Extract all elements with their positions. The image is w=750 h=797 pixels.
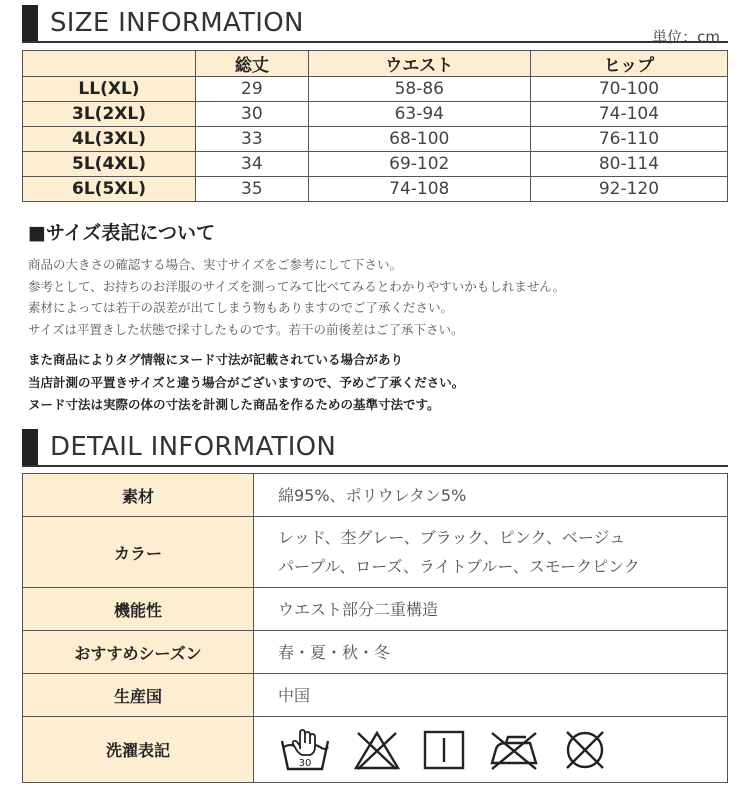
detail-value — [254, 474, 728, 517]
detail-label: 生産国 — [23, 674, 254, 717]
header-bar — [22, 5, 38, 41]
detail-value — [254, 674, 728, 717]
length-value: 29 — [196, 77, 309, 102]
note-line: 商品の大きさの確認する場合、実寸サイズをご参考にして下さい。 — [28, 257, 403, 272]
waist-value: 68-100 — [308, 127, 530, 152]
detail-label: 洗濯表記 — [23, 717, 254, 783]
size-notes — [28, 254, 565, 340]
note-bold-line: 当店計測の平置きサイズと違う場合がございますので、予めご了承ください。 — [28, 374, 465, 390]
detail-label: 機能性 — [23, 588, 254, 631]
no-dry-clean-icon — [562, 728, 608, 772]
size-header-hip: ヒップ — [530, 51, 727, 77]
line-dry-icon — [422, 729, 466, 771]
detail-table — [22, 473, 728, 783]
nude-size-notes — [28, 349, 464, 417]
size-header-underline — [22, 41, 728, 43]
detail-header-underline — [22, 465, 728, 467]
size-label: 4L(3XL) — [23, 127, 196, 152]
value-line: ウエスト部分二重構造 — [278, 599, 439, 619]
size-section-header — [22, 5, 304, 41]
value-line: 中国 — [278, 685, 311, 705]
size-header-length: 総丈 — [196, 51, 309, 77]
table-row — [23, 177, 728, 202]
table-row — [23, 77, 728, 102]
value-line: レッド、杢グレー、ブラック、ピンク、ベージュ — [278, 528, 626, 547]
note-bold-line: ヌード寸法は実際の体の寸法を計測した商品を作るための基準寸法です。 — [28, 397, 440, 412]
no-iron-icon — [486, 729, 542, 771]
detail-label: おすすめシーズン — [23, 631, 254, 674]
length-value: 33 — [196, 127, 309, 152]
note-line: サイズは平置きした状態で採寸したものです。若干の前後差はご了承下さい。 — [28, 321, 464, 337]
hand-wash-30-icon — [278, 727, 332, 773]
waist-value: 63-94 — [308, 102, 530, 127]
size-notes-title: ■サイズ表記について — [28, 222, 216, 244]
size-label: LL(XL) — [23, 77, 196, 102]
detail-section-title: DETAIL INFORMATION — [50, 432, 337, 462]
detail-row-origin — [23, 674, 728, 717]
detail-value — [254, 517, 728, 588]
length-value: 30 — [196, 102, 309, 127]
table-row — [23, 102, 728, 127]
waist-value: 74-108 — [308, 177, 530, 202]
size-label: 5L(4XL) — [23, 152, 196, 177]
note-line: 素材によっては若干の誤差が出てしまう物もありますのでご了承ください。 — [28, 300, 454, 315]
size-section-title: SIZE INFORMATION — [50, 8, 304, 38]
detail-label: カラー — [23, 517, 254, 588]
table-row — [23, 127, 728, 152]
detail-value — [254, 631, 728, 674]
detail-section-header — [22, 429, 336, 465]
waist-value: 58-86 — [308, 77, 530, 102]
detail-row-function — [23, 588, 728, 631]
length-value: 35 — [196, 177, 309, 202]
unit-label: 単位：cm — [652, 28, 720, 46]
length-value: 34 — [196, 152, 309, 177]
waist-value: 69-102 — [308, 152, 530, 177]
no-bleach-icon — [352, 729, 402, 771]
size-label: 6L(5XL) — [23, 177, 196, 202]
value-line: パープル、ローズ、ライトブルー、スモークピンク — [278, 557, 640, 576]
value-line: 春・夏・秋・冬 — [278, 642, 391, 662]
table-row — [23, 152, 728, 177]
hip-value: 80-114 — [530, 152, 727, 177]
value-line: 綿95%、ポリウレタン5% — [278, 485, 467, 505]
detail-row-season — [23, 631, 728, 674]
detail-row-care — [23, 717, 728, 783]
note-line: 参考として、お持ちのお洋服のサイズを測ってみて比べてみるとわかりやすいかもしれません。 — [28, 278, 566, 294]
size-table-header-row — [23, 51, 728, 77]
size-label: 3L(2XL) — [23, 102, 196, 127]
svg-text:30: 30 — [298, 757, 312, 769]
detail-value — [254, 717, 728, 783]
hip-value: 92-120 — [530, 177, 727, 202]
care-icons — [278, 727, 727, 773]
hip-value: 70-100 — [530, 77, 727, 102]
header-bar — [22, 429, 38, 465]
size-table — [22, 50, 728, 202]
size-header-blank — [23, 51, 196, 77]
detail-row-color — [23, 517, 728, 588]
detail-value — [254, 588, 728, 631]
hip-value: 76-110 — [530, 127, 727, 152]
detail-label: 素材 — [23, 474, 254, 517]
hip-value: 74-104 — [530, 102, 727, 127]
detail-row-material — [23, 474, 728, 517]
note-bold-line: また商品によりタグ情報にヌード寸法が記載されている場合があり — [28, 352, 404, 367]
size-header-waist: ウエスト — [308, 51, 530, 77]
